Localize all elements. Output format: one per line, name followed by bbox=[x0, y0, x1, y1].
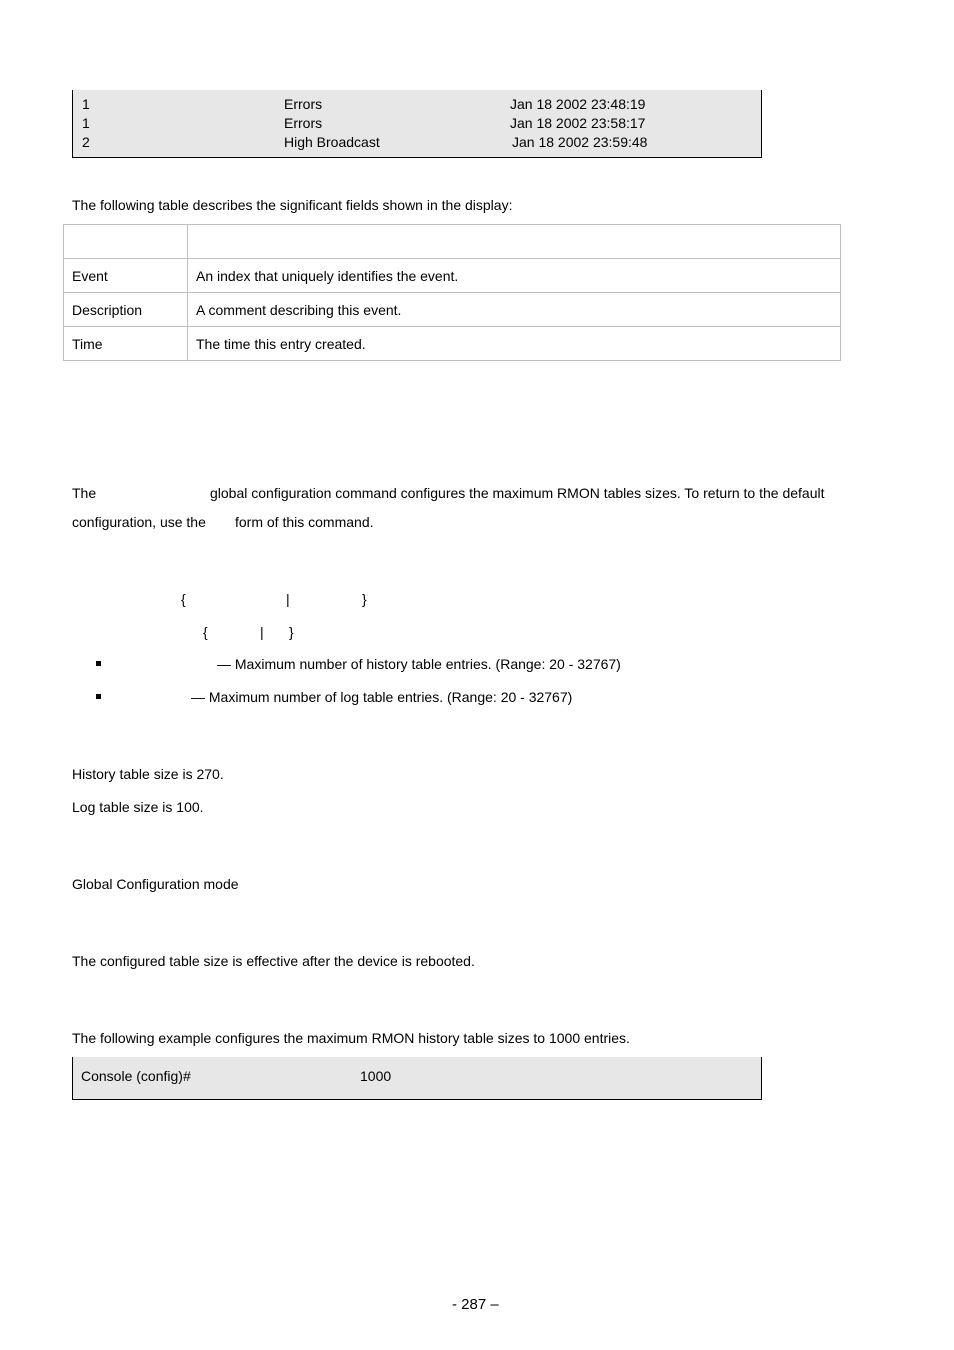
log-row-2-event: 1 bbox=[82, 115, 90, 131]
table-row bbox=[64, 293, 841, 327]
default-history-size: History table size is 270. bbox=[72, 766, 224, 782]
syntax-line2-open-brace: { bbox=[203, 624, 208, 640]
log-row-1-event: 1 bbox=[82, 96, 90, 112]
log-row-3-description: High Broadcast bbox=[284, 134, 380, 150]
description-line2-start: configuration, use the bbox=[72, 514, 206, 530]
field-name: Time bbox=[64, 327, 188, 361]
page-number: - 287 – bbox=[452, 1296, 499, 1313]
param-history-description: — Maximum number of history table entries. (Range: 20 - 32767) bbox=[217, 656, 621, 672]
header-description bbox=[188, 225, 841, 259]
field-name: Description bbox=[64, 293, 188, 327]
field-name: Event bbox=[64, 259, 188, 293]
log-row-3-time: Jan 18 2002 23:59:48 bbox=[512, 134, 648, 150]
field-description: An index that uniquely identifies the event. bbox=[188, 259, 841, 293]
bullet-icon bbox=[96, 661, 101, 666]
example-console-box bbox=[72, 1057, 762, 1100]
log-row-1-time: Jan 18 2002 23:48:19 bbox=[510, 96, 646, 112]
syntax-line1-separator: | bbox=[286, 591, 290, 607]
fields-table-header bbox=[64, 225, 841, 259]
log-console-box bbox=[72, 90, 762, 158]
param-log-description: — Maximum number of log table entries. (Range: 20 - 32767) bbox=[191, 689, 573, 705]
fields-table bbox=[63, 224, 841, 361]
console-prompt: Console (config)# bbox=[81, 1068, 191, 1084]
default-log-size: Log table size is 100. bbox=[72, 799, 204, 815]
syntax-line1-close-brace: } bbox=[362, 591, 367, 607]
header-field bbox=[64, 225, 188, 259]
example-intro: The following example configures the maximum RMON history table sizes to 1000 entries. bbox=[72, 1030, 630, 1046]
command-mode: Global Configuration mode bbox=[72, 876, 239, 892]
syntax-line2-close-brace: } bbox=[289, 624, 294, 640]
usage-guideline: The configured table size is effective after the device is rebooted. bbox=[72, 953, 475, 969]
description-line1-start: The bbox=[72, 485, 97, 501]
fields-intro: The following table describes the significant fields shown in the display: bbox=[72, 197, 513, 213]
description-line2-end: form of this command. bbox=[235, 514, 374, 530]
console-value: 1000 bbox=[360, 1068, 392, 1084]
syntax-line1-open-brace: { bbox=[181, 591, 186, 607]
bullet-icon bbox=[96, 694, 101, 699]
description-line1-end: global configuration command configures the maximum RMON tables sizes. To return to the default bbox=[210, 485, 825, 501]
log-row-2-description: Errors bbox=[284, 115, 323, 131]
syntax-line2-separator: | bbox=[260, 624, 264, 640]
log-row-3-event: 2 bbox=[82, 134, 90, 150]
log-row-2-time: Jan 18 2002 23:58:17 bbox=[510, 115, 646, 131]
log-row-1-description: Errors bbox=[284, 96, 323, 112]
table-row bbox=[64, 327, 841, 361]
field-description: The time this entry created. bbox=[188, 327, 841, 361]
table-row bbox=[64, 259, 841, 293]
field-description: A comment describing this event. bbox=[188, 293, 841, 327]
